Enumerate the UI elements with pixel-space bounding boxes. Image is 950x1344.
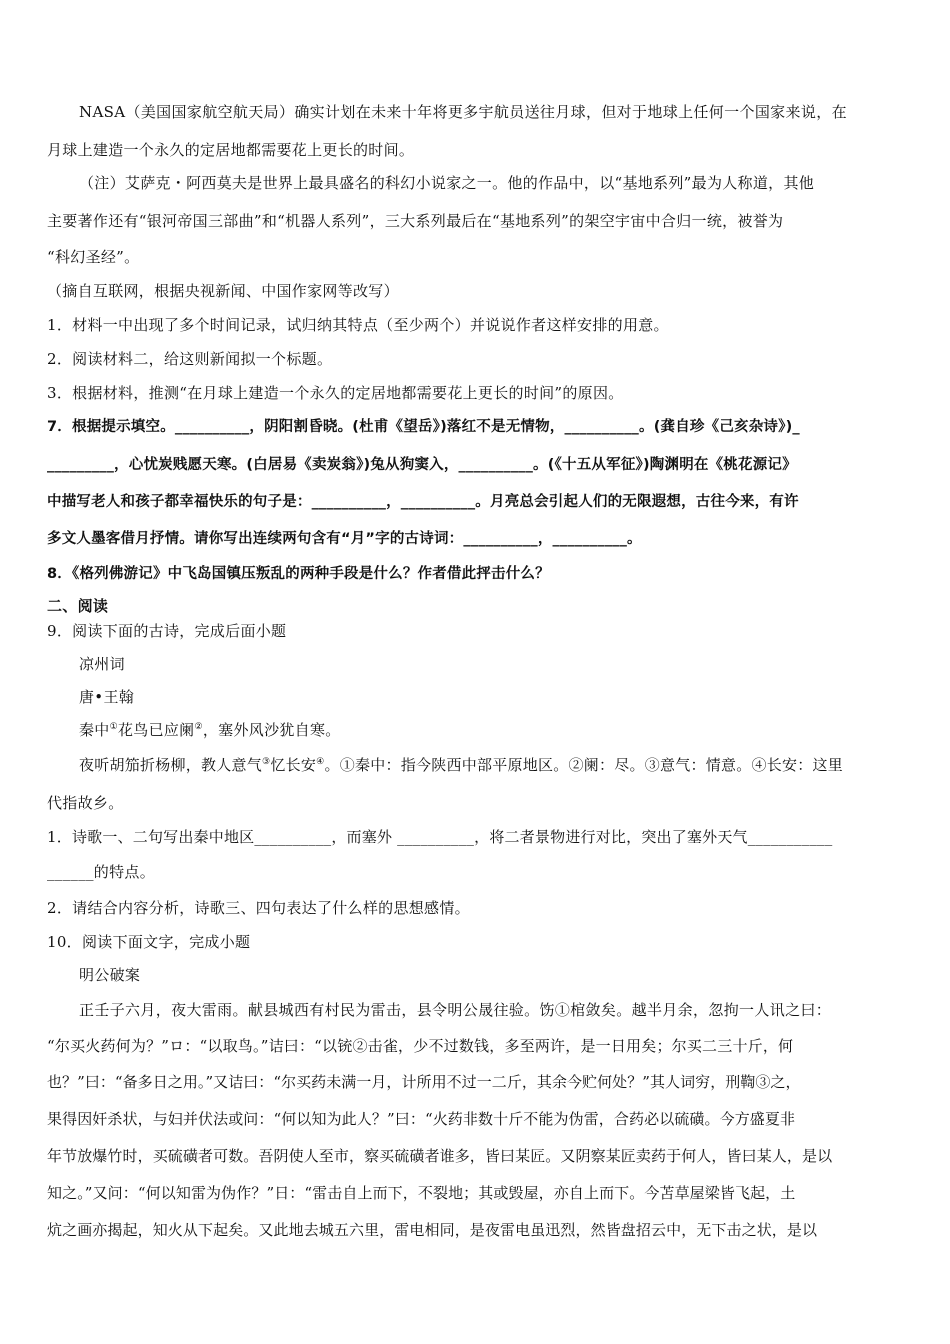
question-8: 8．《格列佛游记》中飞岛国镇压叛乱的两种手段是什么？作者借此抨击什么？ xyxy=(47,566,550,582)
passage-title: 明公破案 xyxy=(79,966,141,984)
question-10-intro: 10．阅读下面文字，完成小题 xyxy=(47,933,251,951)
poem-note-continued: 代指故乡。 xyxy=(47,794,124,812)
question-9-sub-1: 1．诗歌一、二句写出秦中地区__________，而塞外 __________，将二者景物进行对比，突出了塞外天气___________ xyxy=(47,828,833,846)
question-9-sub-2: 2．请结合内容分析，诗歌三、四句表达了什么样的思想感情。 xyxy=(47,899,470,917)
passage-line: 炕之画亦揭起，知火从下起矣。又此地去城五六里，雷电相同，是夜雷电虽迅烈，然皆盘招云中，无下击之状，是以 xyxy=(47,1221,818,1239)
note-line: （注）艾萨克・阿西莫夫是世界上最具盛名的科幻小说家之一。他的作品中，以“基地系列”最为人称道，其他 xyxy=(79,174,815,192)
poem-line-2: 夜听胡笳折杨柳，教人意气③忆长安④。①秦中：指今陕西中部平原地区。②阑：尽。③意气：情意。④长安：这里 xyxy=(79,756,843,774)
passage-line: 年节放爆竹时，买硫磺者可数。吾阴使人至市，察买硫磺者谁多，皆曰某匠。又阴察某匠卖药于何人，皆曰某人，是以 xyxy=(47,1147,833,1165)
source-line: （摘自互联网，根据央视新闻、中国作家网等改写） xyxy=(47,282,399,300)
note-line: 主要著作还有“银河帝国三部曲”和“机器人系列”，三大系列最后在“基地系列”的架空宇宙中合归一统，被誉为 xyxy=(47,212,784,230)
passage-line: 也？”曰：“备多日之用。”又诘曰：“尔买药未满一月，计所用不过一二斤，其余今贮何处？”其人词穷，刑鞫③之， xyxy=(47,1073,801,1091)
question-9-intro: 9．阅读下面的古诗，完成后面小题 xyxy=(47,622,287,640)
material-paragraph-line: 月球上建造一个永久的定居地都需要花上更长的时间。 xyxy=(47,141,415,159)
question-1: 1．材料一中出现了多个时间记录，试归纳其特点（至少两个）并说说作者这样安排的用意。 xyxy=(47,316,669,334)
material-paragraph-line: NASA（美国国家航空航天局）确实计划在未来十年将更多宇航员送往月球，但对于地球上任何一个国家来说，在 xyxy=(79,103,847,121)
passage-line: 正壬子六月，夜大雷雨。献县城西有村民为雷击，县令明公晟往验。饬①棺敛矣。越半月余，忽拘一人讯之曰： xyxy=(79,1001,832,1019)
section-heading: 二、阅读 xyxy=(47,597,109,615)
poem-line-1: 秦中①花鸟已应阑②，塞外风沙犹自寒。 xyxy=(79,721,341,739)
question-7-line: _________，心忧炭贱愿天寒。(白居易《卖炭翁》)兔从狗窦入，__________。(《十五从军征》)陶渊明在《桃花源记》 xyxy=(47,457,797,473)
passage-line: 果得因奸杀状，与妇并伏法或问：“何以知为此人？”曰：“火药非数十斤不能为伪雷，合药必以硫磺。今方盛夏非 xyxy=(47,1110,796,1128)
passage-line: “尔买火药何为？”ロ：“以取鸟。”诘曰：“以铳②击雀，少不过数钱，多至两许，是一日用矣；尔买二三十斤，何 xyxy=(47,1037,794,1055)
question-7-line: 中描写老人和孩子都幸福快乐的句子是：__________，__________。月亮总会引起人们的无限遐想，古往今来，有许 xyxy=(47,494,799,510)
question-7-line: 多文人墨客借月抒情。请你写出连续两句含有“月”字的古诗词：__________，__________。 xyxy=(47,531,642,547)
question-2: 2．阅读材料二，给这则新闻拟一个标题。 xyxy=(47,350,333,368)
note-line: “科幻圣经”。 xyxy=(47,248,140,266)
poem-title: 凉州词 xyxy=(79,655,125,673)
question-9-sub-1: ______的特点。 xyxy=(47,863,156,881)
passage-line: 知之。”又问：“何以知雷为伪作？”日：“雷击自上而下，不裂地；其或毁屋，亦自上而下。今苫草屋梁皆飞起，土 xyxy=(47,1184,796,1202)
question-7-line: 7．根据提示填空。__________，阴阳割昏晓。(杜甫《望岳》)落红不是无情物，__________。(龚自珍《己亥杂诗》)_ xyxy=(47,419,800,435)
question-3: 3．根据材料，推测“在月球上建造一个永久的定居地都需要花上更长的时间”的原因。 xyxy=(47,384,624,402)
poem-author: 唐•王翰 xyxy=(79,688,135,706)
